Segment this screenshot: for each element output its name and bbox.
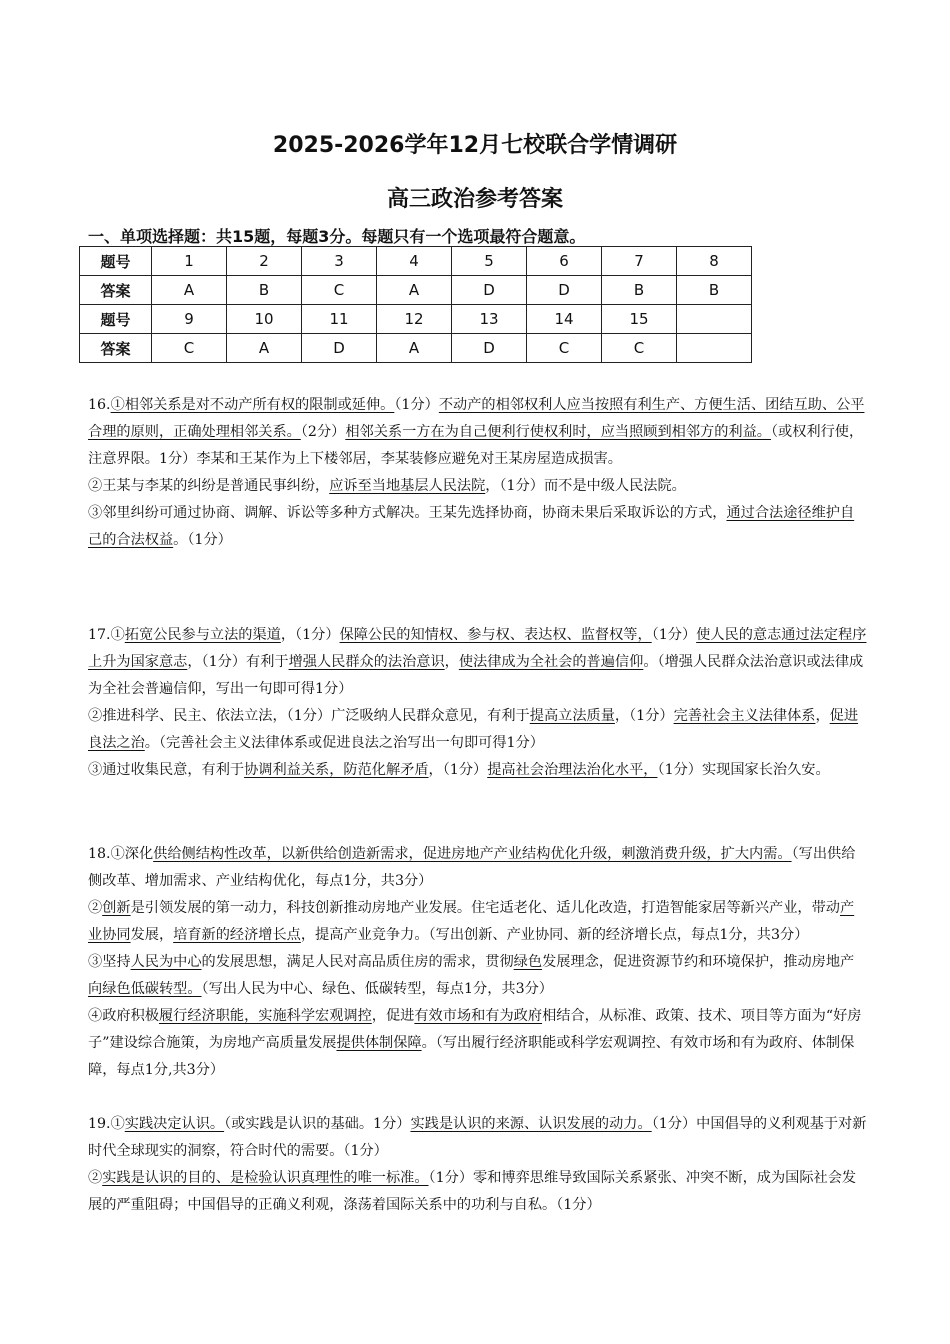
table-cell: 4 xyxy=(377,247,452,276)
table-cell: D xyxy=(452,276,527,305)
table-cell: 11 xyxy=(302,305,377,334)
table-cell: 5 xyxy=(452,247,527,276)
answer-paragraph: ②实践是认识的目的、是检验认识真理性的唯一标准。（1分）零和博弈思维导致国际关系紧张、冲突不断，成为国际社会发展的严重阻碍；中国倡导的正确义利观，涤荡着国际关系中的功利与自私。（1分） xyxy=(88,1170,857,1213)
answer-paragraph: ②王某与李某的纠纷是普通民事纠纷，应诉至当地基层人民法院，（1分）而不是中级人民法院。 xyxy=(88,478,686,494)
table-cell: 7 xyxy=(602,247,677,276)
table-cell: 14 xyxy=(527,305,602,334)
section-heading-multiple-choice: 一、单项选择题：共15题，每题3分。每题只有一个选项最符合题意。 xyxy=(88,227,586,246)
row-label: 题号 xyxy=(80,247,152,276)
table-cell: 10 xyxy=(227,305,302,334)
table-cell: 8 xyxy=(677,247,752,276)
table-cell: A xyxy=(152,276,227,305)
answer-paragraph: ②推进科学、民主、依法立法，（1分）广泛吸纳人民群众意见，有利于提高立法质量，（1分）完善社会主义法律体系，促进良法之治。（完善社会主义法律体系或促进良法之治写出一句即可得1分） xyxy=(88,708,859,751)
answer-paragraph: 19.①实践决定认识。（或实践是认识的基础。1分）实践是认识的来源、认识发展的动力。（1分）中国倡导的义利观基于对新时代全球现实的洞察，符合时代的需要。（1分） xyxy=(88,1116,867,1159)
table-cell: 1 xyxy=(152,247,227,276)
answer-paragraph: ③邻里纠纷可通过协商、调解、诉讼等多种方式解决。王某先选择协商，协商未果后采取诉讼的方式，通过合法途径维护自己的合法权益。（1分） xyxy=(88,505,855,548)
table-cell: 9 xyxy=(152,305,227,334)
table-cell: D xyxy=(452,334,527,363)
answer-paragraph: ③通过收集民意，有利于协调利益关系，防范化解矛盾，（1分）提高社会治理法治化水平，（1分）实现国家长治久安。 xyxy=(88,762,830,778)
table-cell xyxy=(677,305,752,334)
table-row-answers-1 xyxy=(80,276,752,305)
table-cell: 2 xyxy=(227,247,302,276)
row-label: 答案 xyxy=(80,276,152,305)
answer-paragraph: ③坚持人民为中心的发展思想，满足人民对高品质住房的需求，贯彻绿色发展理念，促进资源节约和环境保护，推动房地产向绿色低碳转型。（写出人民为中心、绿色、低碳转型，每点1分，共3分） xyxy=(88,954,855,997)
table-cell: 12 xyxy=(377,305,452,334)
table-row-numbers-2 xyxy=(80,305,752,334)
answer-paragraph: 18.①深化供给侧结构性改革，以新供给创造新需求，促进房地产产业结构优化升级，刺激消费升级，扩大内需。（写出供给侧改革、增加需求、产业结构优化，每点1分，共3分） xyxy=(88,846,856,889)
answer-table xyxy=(79,246,752,363)
table-cell xyxy=(677,334,752,363)
table-cell: D xyxy=(302,334,377,363)
answer-paragraph: 16.①相邻关系是对不动产所有权的限制或延伸。（1分）不动产的相邻权利人应当按照有利生产、方便生活、团结互助、公平合理的原则，正确处理相邻关系。（2分）相邻关系一方在为自己便利行使权利时，应当照顾到相邻方的利益。（或权利行使，注意界限。1分）李某和王某作为上下楼邻居，李某装修应避免对王某房屋造成损害。 xyxy=(88,397,865,467)
table-cell: C xyxy=(602,334,677,363)
table-row-answers-2 xyxy=(80,334,752,363)
document-title: 2025-2026学年12月七校联合学情调研 xyxy=(272,133,678,158)
table-cell: A xyxy=(377,276,452,305)
table-cell: C xyxy=(527,334,602,363)
table-cell: B xyxy=(677,276,752,305)
table-cell: 3 xyxy=(302,247,377,276)
table-cell: C xyxy=(302,276,377,305)
table-cell: 15 xyxy=(602,305,677,334)
answer-paragraph: ②创新是引领发展的第一动力，科技创新推动房地产业发展。住宅适老化、适儿化改造，打造智能家居等新兴产业，带动产业协同发展，培育新的经济增长点，提高产业竞争力。（写出创新、产业协同、新的经济增长点，每点1分，共3分） xyxy=(88,900,855,943)
table-cell: 6 xyxy=(527,247,602,276)
row-label: 答案 xyxy=(80,334,152,363)
row-label: 题号 xyxy=(80,305,152,334)
table-cell: B xyxy=(227,276,302,305)
table-cell: A xyxy=(377,334,452,363)
table-row-numbers-1 xyxy=(80,247,752,276)
answer-block-q18 xyxy=(88,841,868,1084)
table-cell: D xyxy=(527,276,602,305)
answer-paragraph: ④政府积极履行经济职能，实施科学宏观调控，促进有效市场和有为政府相结合，从标准、政策、技术、项目等方面为“好房子”建设综合施策，为房地产高质量发展提供体制保障。（写出履行经济职能或科学宏观调控、有效市场和有为政府、体制保障，每点1分,共3分） xyxy=(88,1008,862,1078)
table-cell: A xyxy=(227,334,302,363)
answer-block-q16 xyxy=(88,392,868,554)
table-cell: C xyxy=(152,334,227,363)
document-subtitle: 高三政治参考答案 xyxy=(386,187,563,212)
answer-paragraph: 17.①拓宽公民参与立法的渠道，（1分）保障公民的知情权、参与权、表达权、监督权等，（1分）使人民的意志通过法定程序上升为国家意志，（1分）有利于增强人民群众的法治意识，使法律成为全社会的普遍信仰。（增强人民群众法治意识或法律成为全社会普遍信仰，写出一句即可得1分） xyxy=(88,627,867,697)
table-cell: B xyxy=(602,276,677,305)
table-cell: 13 xyxy=(452,305,527,334)
answer-block-q19 xyxy=(88,1111,868,1219)
answer-block-q17 xyxy=(88,622,868,784)
